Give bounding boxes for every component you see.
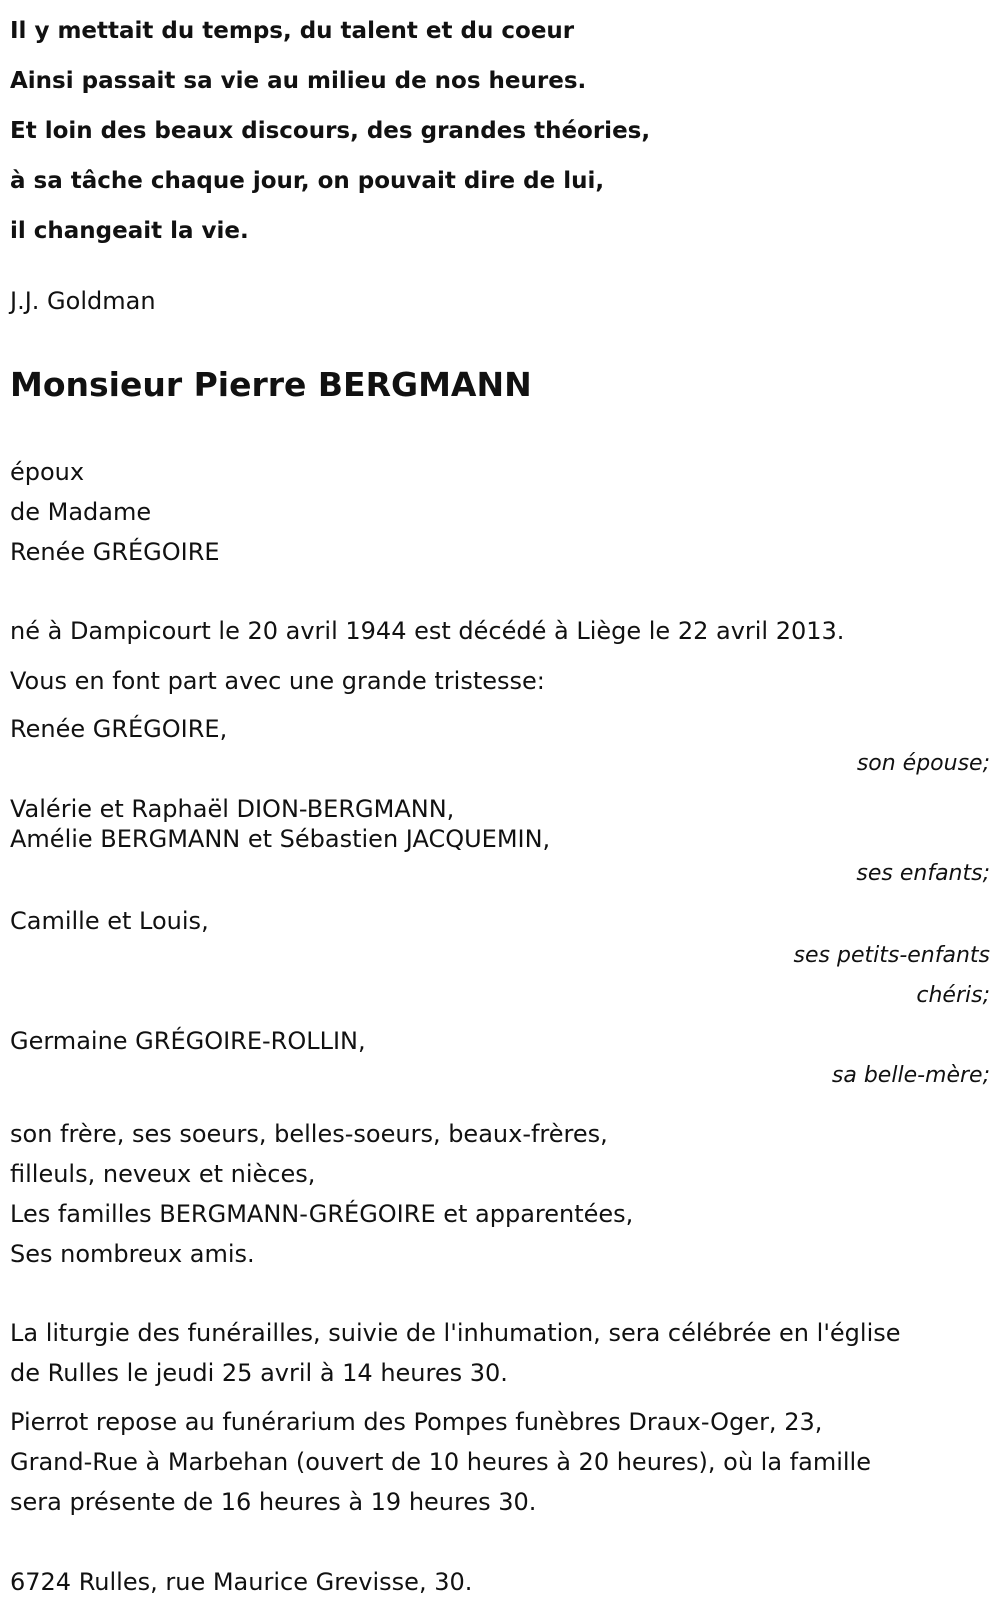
poem-line: Il y mettait du temps, du talent et du coeur — [10, 18, 575, 44]
liturgy-line: de Rulles le jeudi 25 avril à 14 heures 30. — [10, 1359, 508, 1387]
repose-line: sera présente de 16 heures à 19 heures 30. — [10, 1488, 537, 1516]
family-role: son épouse; — [856, 751, 990, 776]
poem-line: Et loin des beaux discours, des grandes théories, — [10, 118, 651, 144]
other-relatives — [10, 1114, 990, 1274]
relatives-line: Ses nombreux amis. — [10, 1240, 255, 1268]
birth-death-statement: né à Dampicourt le 20 avril 1944 est décédé à Liège le 22 avril 2013. — [10, 617, 845, 645]
family-names: Camille et Louis, — [10, 907, 209, 935]
family-names: Germaine GRÉGOIRE-ROLLIN, — [10, 1027, 366, 1055]
funeral-liturgy — [10, 1313, 990, 1393]
poem-line: il changeait la vie. — [10, 218, 249, 244]
relatives-line: son frère, ses soeurs, belles-soeurs, beaux-frères, — [10, 1120, 608, 1148]
family-group-grandchildren — [10, 906, 990, 1016]
poem-line: Ainsi passait sa vie au milieu de nos heures. — [10, 68, 587, 94]
announcement: Vous en font part avec une grande tristesse: — [10, 667, 545, 695]
repose-info — [10, 1402, 990, 1522]
spouse-info — [10, 452, 990, 572]
deceased-name: Monsieur Pierre BERGMANN — [10, 365, 532, 404]
family-role: ses enfants; — [856, 861, 990, 886]
poem-quote — [10, 6, 990, 256]
obituary-document — [10, 0, 990, 1602]
family-names: Valérie et Raphaël DION-BERGMANN, — [10, 795, 455, 823]
family-names: Renée GRÉGOIRE, — [10, 715, 228, 743]
family-group-spouse — [10, 714, 990, 784]
poem-line: à sa tâche chaque jour, on pouvait dire de lui, — [10, 168, 605, 194]
family-names: Amélie BERGMANN et Sébastien JACQUEMIN, — [10, 825, 551, 853]
relatives-line: Les familles BERGMANN-GRÉGOIRE et apparentées, — [10, 1200, 634, 1228]
spouse-line: Renée GRÉGOIRE — [10, 538, 220, 566]
spouse-line: de Madame — [10, 498, 152, 526]
family-role: chéris; — [916, 983, 990, 1008]
family-address: 6724 Rulles, rue Maurice Grevisse, 30. — [10, 1568, 473, 1596]
spouse-line: époux — [10, 458, 85, 486]
family-group-children — [10, 794, 990, 894]
repose-line: Pierrot repose au funérarium des Pompes funèbres Draux-Oger, 23, — [10, 1408, 823, 1436]
poem-author: J.J. Goldman — [10, 287, 156, 315]
repose-line: Grand-Rue à Marbehan (ouvert de 10 heures à 20 heures), où la famille — [10, 1448, 871, 1476]
family-role: ses petits-enfants — [793, 943, 990, 968]
family-group-mother-in-law — [10, 1026, 990, 1096]
family-role: sa belle-mère; — [831, 1063, 990, 1088]
liturgy-line: La liturgie des funérailles, suivie de l'inhumation, sera célébrée en l'église — [10, 1319, 901, 1347]
relatives-line: filleuls, neveux et nièces, — [10, 1160, 316, 1188]
